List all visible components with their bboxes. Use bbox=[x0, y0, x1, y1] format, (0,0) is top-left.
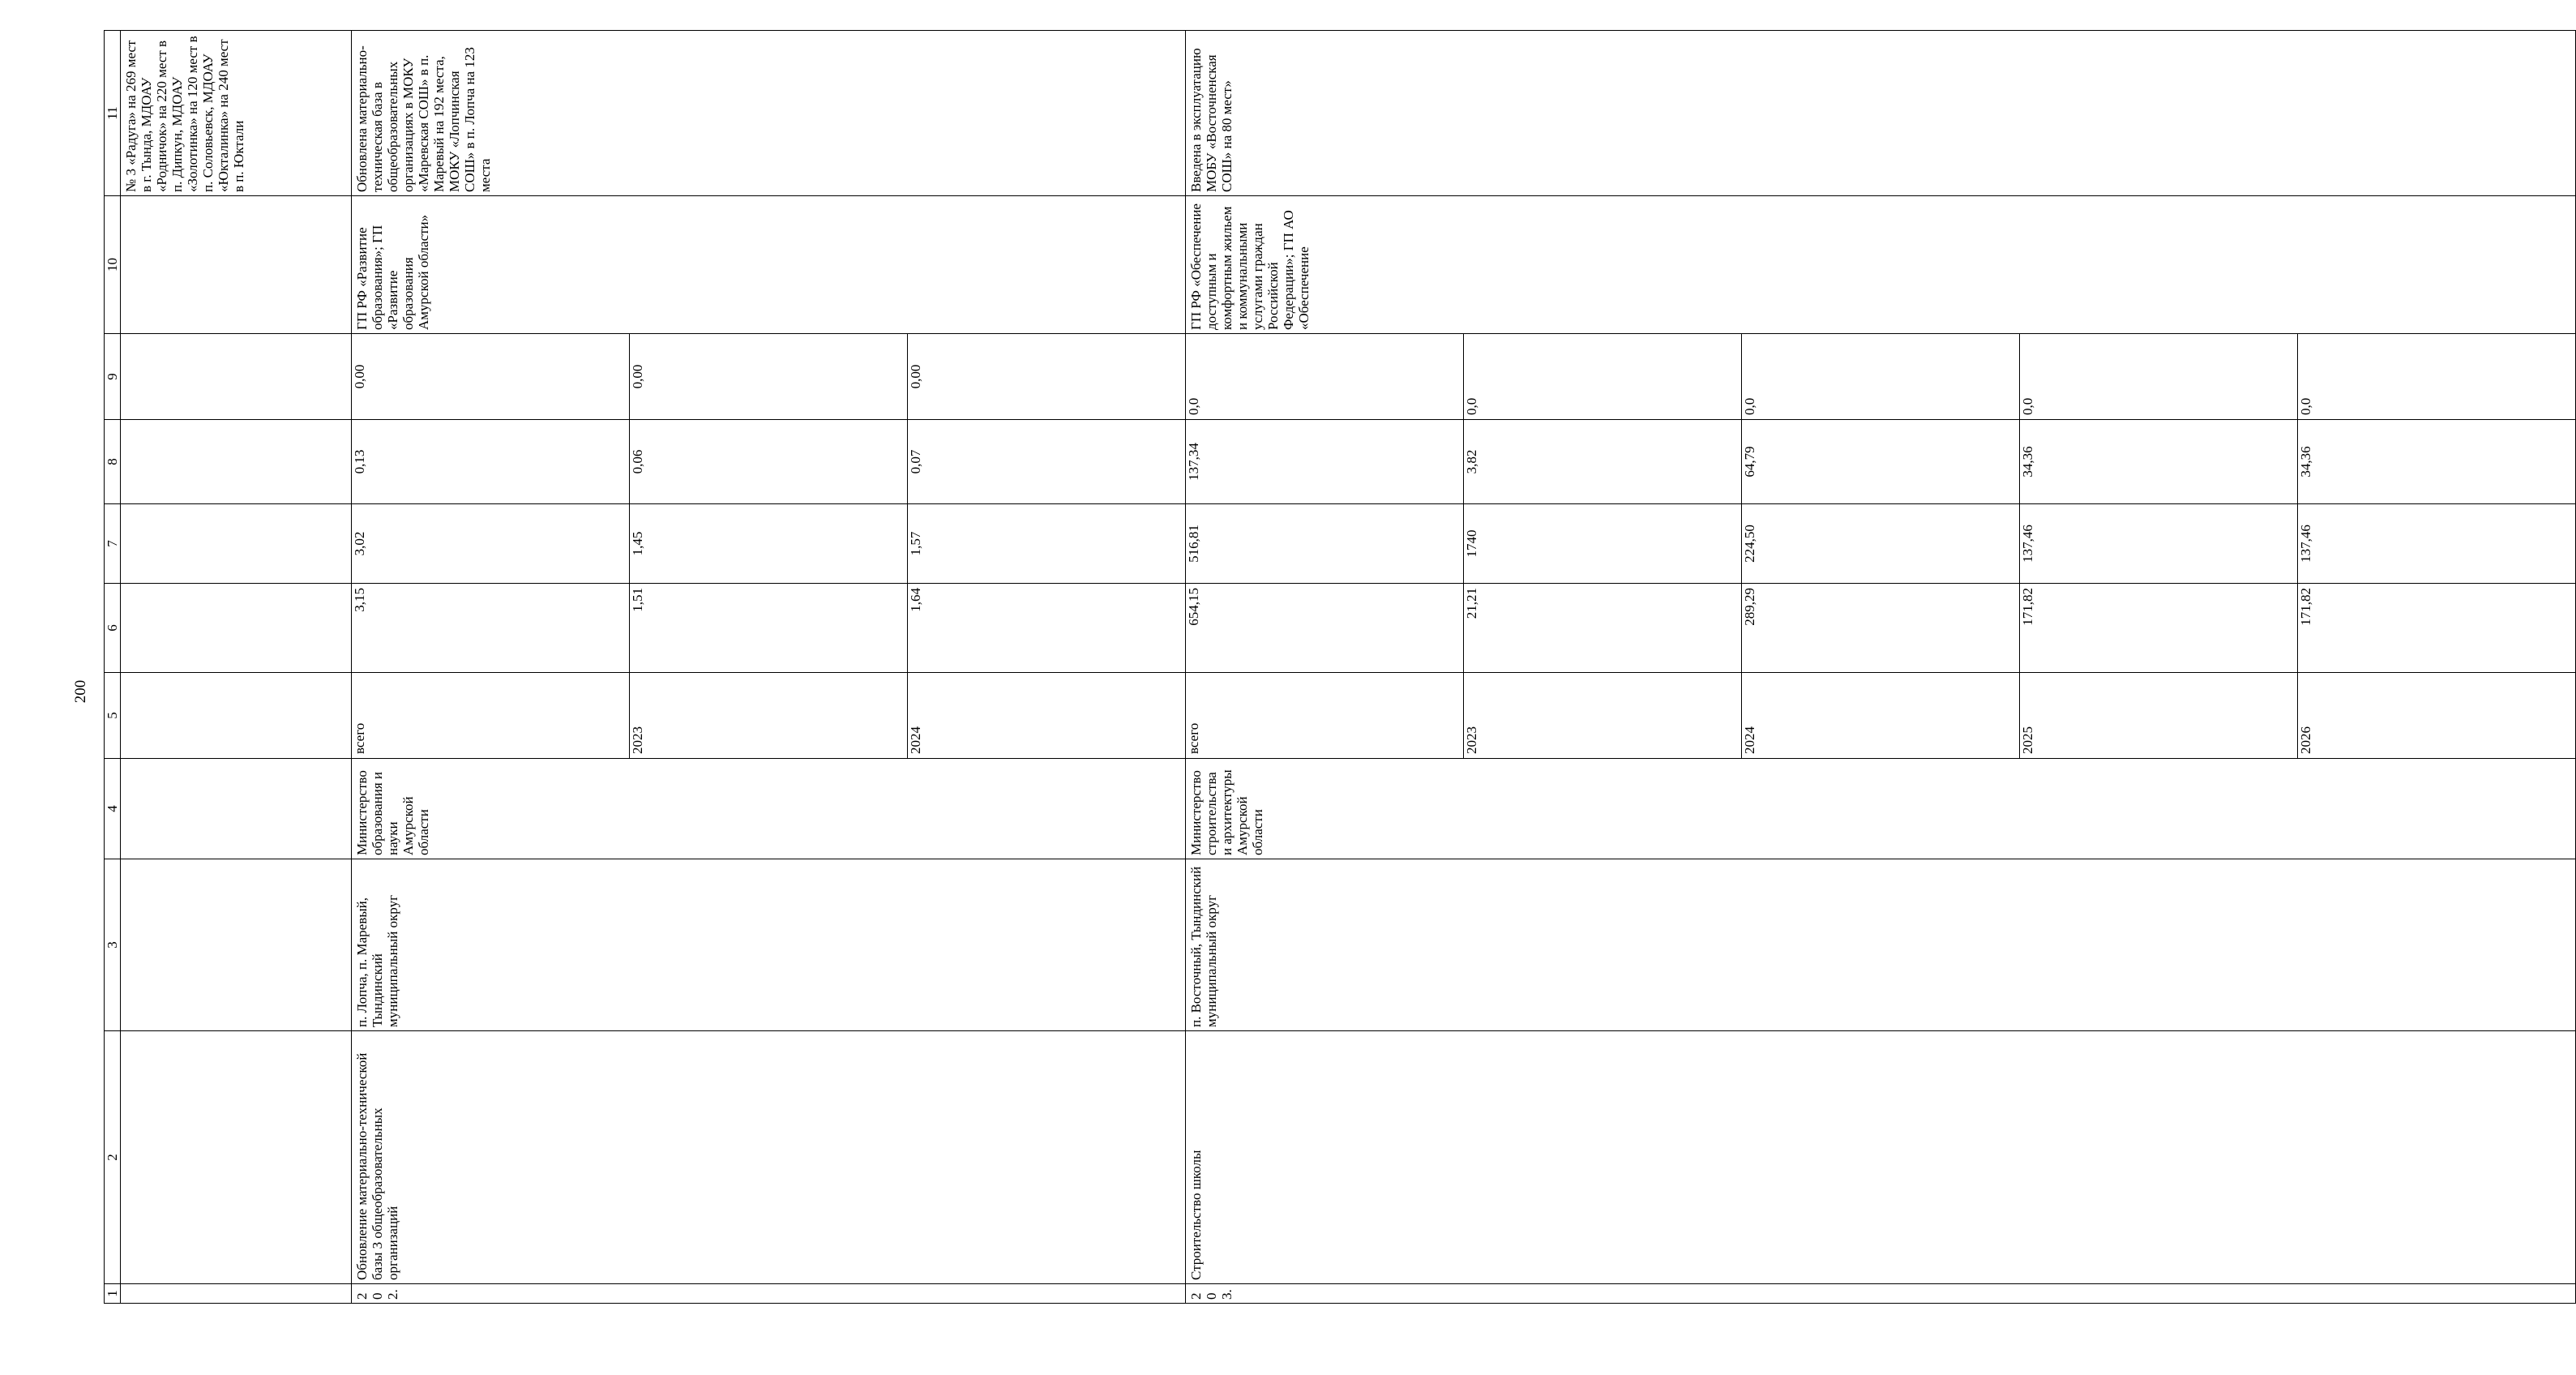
funding-value: 3,15 bbox=[352, 584, 630, 672]
total-funding-cell bbox=[1186, 584, 2576, 673]
total-funding-cell bbox=[352, 584, 1186, 673]
funding-value: 0,00 bbox=[630, 334, 908, 419]
funding-value: 0,0 bbox=[1742, 334, 2020, 419]
header-row bbox=[105, 31, 121, 1304]
header-cell: 6 bbox=[105, 584, 121, 673]
header-cell: 7 bbox=[105, 504, 121, 584]
responsible-cell: Министерство образования и науки Амурской области bbox=[352, 759, 1186, 859]
program-table bbox=[104, 30, 2576, 1304]
funding-value: 0,0 bbox=[1186, 334, 1464, 419]
funding-value: 1,57 bbox=[908, 531, 923, 556]
header-cell: 3 bbox=[105, 859, 121, 1031]
funding-value: 1740 bbox=[1464, 504, 1742, 583]
page-number: 200 bbox=[72, 679, 89, 704]
regional-funding-cell bbox=[352, 420, 1186, 504]
funding-value: 0,0 bbox=[1464, 334, 1742, 419]
year-value: 2024 bbox=[1742, 673, 2020, 758]
year-value: 2023 bbox=[1464, 673, 1742, 758]
header-cell: 1 bbox=[105, 1284, 121, 1304]
federal-funding-cell bbox=[1186, 504, 2576, 584]
year-value: 2023 bbox=[630, 673, 908, 758]
funding-value: 224,50 bbox=[1742, 504, 2020, 583]
funding-value: 0,06 bbox=[630, 420, 908, 503]
table-row bbox=[352, 31, 1186, 1304]
federal-funding-cell bbox=[352, 504, 1186, 584]
funding-value: 137,34 bbox=[1186, 420, 1464, 503]
funding-value: 64,79 bbox=[1742, 420, 2020, 503]
location-cell: п. Восточный, Тындинский муниципальный округ bbox=[1186, 859, 2576, 1031]
funding-value: 3,02 bbox=[352, 504, 630, 583]
year-value: 2025 bbox=[2020, 673, 2298, 758]
funding-value: 1,45 bbox=[630, 504, 908, 583]
funding-value: 0,13 bbox=[352, 420, 630, 503]
funding-value: 34,36 bbox=[2020, 420, 2298, 503]
header-cell: 10 bbox=[105, 196, 121, 334]
table-row bbox=[1186, 31, 2576, 1304]
funding-value: 289,29 bbox=[1742, 584, 2020, 672]
rotated-table-wrapper bbox=[104, 31, 2313, 1304]
funding-value: 0,0 bbox=[2298, 397, 2313, 415]
event-name: Обновление материально-технической базы 3 общеобразовательных организаций bbox=[352, 1031, 1186, 1284]
continuation-row bbox=[121, 31, 352, 1304]
header-cell: 4 bbox=[105, 759, 121, 859]
years-cell bbox=[352, 673, 1186, 759]
funding-value: 0,00 bbox=[908, 364, 923, 389]
row-number: 202. bbox=[352, 1284, 1186, 1304]
year-value: всего bbox=[1186, 673, 1464, 758]
year-value: 2026 bbox=[2298, 726, 2313, 754]
year-value: всего bbox=[352, 673, 630, 758]
responsible-cell: Министерство строительства и архитектуры Амурской области bbox=[1186, 759, 2576, 859]
location-cell: п. Лопча, п. Маревый, Тындинский муниципальный округ bbox=[352, 859, 1186, 1031]
funding-value: 3,82 bbox=[1464, 420, 1742, 503]
result-cell: № 3 «Радуга» на 269 мест в г. Тында, МДОАУ «Родничок» на 220 мест в п. Дипкун, МДОАУ «Золотинка» на 120 мест в п. Соловьевск, МДОАУ «Юкталинка» на 240 мест в п. Юктали bbox=[121, 31, 352, 196]
funding-value: 34,36 bbox=[2298, 446, 2313, 478]
row-number: 203. bbox=[1186, 1284, 2576, 1304]
years-cell bbox=[1186, 673, 2576, 759]
header-cell: 5 bbox=[105, 673, 121, 759]
funding-value: 171,82 bbox=[2020, 584, 2298, 672]
year-value: 2024 bbox=[908, 726, 923, 754]
funding-value: 654,15 bbox=[1186, 584, 1464, 672]
local-funding-cell bbox=[1186, 334, 2576, 420]
header-cell: 2 bbox=[105, 1031, 121, 1284]
event-name: Строительство школы bbox=[1186, 1031, 2576, 1284]
program-cell: ГП РФ «Развитие образования»; ГП «Развитие образования Амурской области» bbox=[352, 196, 1186, 334]
funding-value: 137,46 bbox=[2020, 504, 2298, 583]
funding-value: 1,51 bbox=[630, 584, 908, 672]
funding-value: 0,00 bbox=[352, 334, 630, 419]
header-cell: 11 bbox=[105, 31, 121, 196]
result-cell: Введена в эксплуатацию МОБУ «Восточненская СОШ» на 80 мест» bbox=[1186, 31, 2576, 196]
program-cell: ГП РФ «Обеспечение доступным и комфортным жильем и коммунальными услугами граждан Российской Федерации»; ГП АО «Обеспечение bbox=[1186, 196, 2576, 334]
result-cell: Обновлена материально-техническая база в общеобразовательных организациях в МОКУ «Маревская СОШ» в п. Маревый на 192 места, МОКУ «Лопчинская СОШ» в п. Лопча на 123 места bbox=[352, 31, 1186, 196]
funding-value: 137,46 bbox=[2298, 525, 2313, 563]
funding-value: 21,21 bbox=[1464, 584, 1742, 672]
funding-value: 1,64 bbox=[908, 588, 923, 612]
funding-value: 516,81 bbox=[1186, 504, 1464, 583]
header-cell: 8 bbox=[105, 420, 121, 504]
funding-value: 0,07 bbox=[908, 449, 923, 474]
header-cell: 9 bbox=[105, 334, 121, 420]
local-funding-cell bbox=[352, 334, 1186, 420]
funding-value: 0,0 bbox=[2020, 334, 2298, 419]
funding-value: 171,82 bbox=[2298, 588, 2313, 626]
regional-funding-cell bbox=[1186, 420, 2576, 504]
